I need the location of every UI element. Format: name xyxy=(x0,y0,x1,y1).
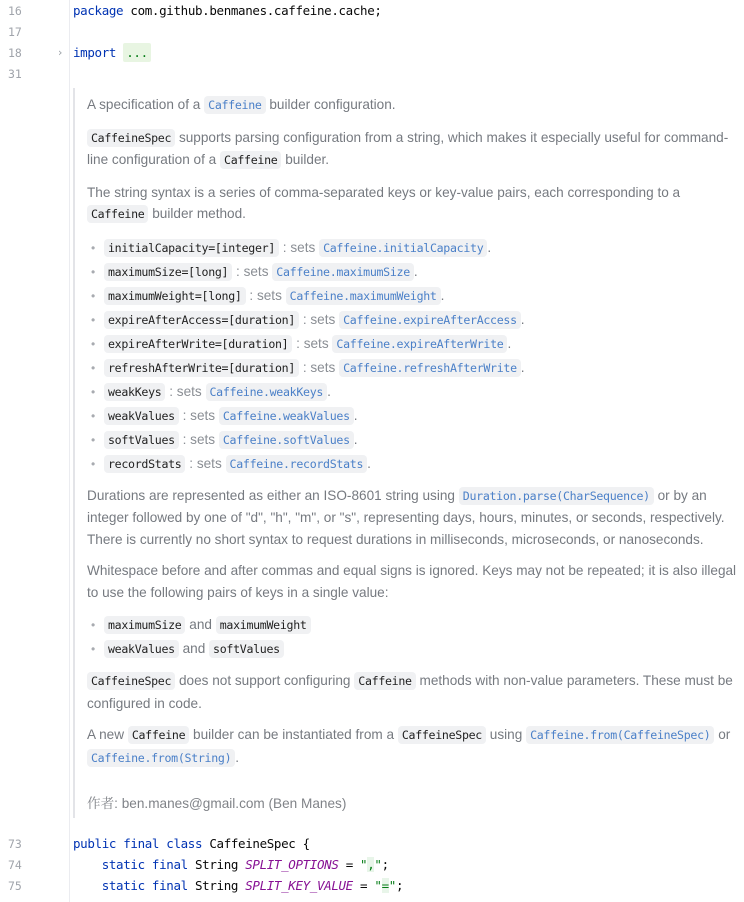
javadoc-rendered-block xyxy=(73,88,744,818)
code-token: " xyxy=(360,857,368,872)
doc-paragraph-whitespace: Whitespace before and after commas and equal signs is ignored. Keys may not be repeated; it is also illegal to use the following pairs of keys in a single value: xyxy=(87,563,737,600)
code-token: SPLIT_OPTIONS xyxy=(245,857,339,872)
doc-key-item: • expireAfterWrite=[duration] : sets Caffeine.expireAfterWrite . xyxy=(87,332,744,356)
sets-label: : sets xyxy=(292,335,333,351)
folded-imports[interactable]: ... xyxy=(123,43,151,62)
key-code: softValues xyxy=(104,431,179,449)
gutter-separator xyxy=(69,0,70,902)
doc-key-item: • weakKeys : sets Caffeine.weakKeys . xyxy=(87,380,744,404)
doc-paragraph-limitations: CaffeineSpec does not support configuring Caffeine methods with non-value parameters. These must be configured in code. xyxy=(87,673,733,711)
doc-key-item: • maximumSize=[long] : sets Caffeine.maximumSize . xyxy=(87,260,744,284)
doc-link[interactable]: Duration.parse(CharSequence) xyxy=(459,487,654,505)
doc-paragraph-syntax: The string syntax is a series of comma-separated keys or key-value pairs, each corresponding to a Caffeine builder method. xyxy=(87,184,681,221)
code-text[interactable] xyxy=(73,857,389,872)
illegal-pair-item xyxy=(87,637,744,661)
doc-paragraph-parsing: CaffeineSpec supports parsing configuration from a string, which makes it especially useful for command-line configuration of a Caffeine builder. xyxy=(87,129,729,167)
code-token: , xyxy=(367,857,375,872)
doc-paragraph-durations: Durations are represented as either an ISO-8601 string using Duration.parse(CharSequence) or by an integer followed by one of "d", "h", "m", or "s", representing days, hours, minutes, or seconds, respectively. There is currently no short syntax to request durations in milliseconds, microseconds, or nanoseconds. xyxy=(87,487,725,547)
key-code: refreshAfterWrite=[duration] xyxy=(104,359,299,377)
code-text[interactable] xyxy=(73,3,382,18)
line-number: 73 xyxy=(8,836,22,851)
code-token: String xyxy=(187,857,246,872)
sets-label: : sets xyxy=(279,239,320,255)
javadoc-content xyxy=(87,94,744,815)
doc-link[interactable]: Caffeine xyxy=(204,96,265,114)
code-token: static final xyxy=(73,857,188,872)
doc-link[interactable]: Caffeine.maximumSize xyxy=(272,263,414,281)
doc-link[interactable]: Caffeine.softValues xyxy=(219,431,354,449)
line-number: 74 xyxy=(8,857,22,872)
doc-link[interactable]: Caffeine.recordStats xyxy=(226,455,368,473)
sets-label: : sets xyxy=(245,287,286,303)
doc-key-item: • initialCapacity=[integer] : sets Caffeine.initialCapacity . xyxy=(87,236,744,260)
doc-illegal-pairs-list xyxy=(87,613,744,661)
code-token: = xyxy=(381,878,389,893)
doc-author xyxy=(87,793,744,815)
doc-link[interactable]: Caffeine.weakValues xyxy=(219,407,354,425)
line-number: 75 xyxy=(8,878,22,893)
doc-link[interactable]: Caffeine.from(String) xyxy=(87,749,235,767)
inline-code: Caffeine xyxy=(87,205,148,223)
key-code: maximumWeight xyxy=(216,616,311,634)
fold-chevron-icon[interactable]: › xyxy=(58,46,63,59)
code-token: import xyxy=(73,45,117,60)
key-code: maximumWeight=[long] xyxy=(104,287,246,305)
key-code: weakValues xyxy=(104,640,179,658)
line-number: 16 xyxy=(8,3,22,18)
doc-key-item: • expireAfterAccess=[duration] : sets Caffeine.expireAfterAccess . xyxy=(87,308,744,332)
doc-link[interactable]: Caffeine.maximumWeight xyxy=(286,287,441,305)
key-code: expireAfterAccess=[duration] xyxy=(104,311,299,329)
line-number: 31 xyxy=(8,66,22,81)
inline-code: Caffeine xyxy=(128,726,189,744)
line-number: 17 xyxy=(8,24,22,39)
sets-label: : sets xyxy=(299,311,340,327)
and-label: and xyxy=(185,617,216,632)
code-token: " xyxy=(374,857,382,872)
inline-code: CaffeineSpec xyxy=(87,129,175,147)
inline-code: Caffeine xyxy=(220,151,281,169)
doc-key-item: • weakValues : sets Caffeine.weakValues . xyxy=(87,404,744,428)
doc-key-item: • refreshAfterWrite=[duration] : sets Caffeine.refreshAfterWrite . xyxy=(87,356,744,380)
code-line xyxy=(0,833,744,854)
code-line xyxy=(0,42,744,63)
key-code: initialCapacity=[integer] xyxy=(104,239,279,257)
doc-link[interactable]: Caffeine.expireAfterWrite xyxy=(332,335,507,353)
code-token: ; xyxy=(381,857,389,872)
inline-code: CaffeineSpec xyxy=(398,726,486,744)
sets-label: : sets xyxy=(165,383,206,399)
code-token: = xyxy=(352,878,375,893)
inline-code: CaffeineSpec xyxy=(87,672,175,690)
code-token: SPLIT_KEY_VALUE xyxy=(245,878,353,893)
key-code: recordStats xyxy=(104,455,185,473)
doc-key-item: • maximumWeight=[long] : sets Caffeine.maximumWeight . xyxy=(87,284,744,308)
code-line xyxy=(0,875,744,896)
line-number: 18 xyxy=(8,45,22,60)
doc-link[interactable]: Caffeine.from(CaffeineSpec) xyxy=(526,726,714,744)
code-token: String xyxy=(187,878,246,893)
code-line xyxy=(0,854,744,875)
doc-link[interactable]: Caffeine.expireAfterAccess xyxy=(339,311,521,329)
key-code: expireAfterWrite=[duration] xyxy=(104,335,292,353)
code-line xyxy=(0,21,744,42)
doc-paragraph-instantiation: A new Caffeine builder can be instantiated from a CaffeineSpec using Caffeine.from(CaffeineSpec) or Caffeine.from(String) . xyxy=(87,727,731,765)
doc-key-item: • recordStats : sets Caffeine.recordStats . xyxy=(87,452,744,476)
code-line xyxy=(0,63,744,84)
sets-label: : sets xyxy=(178,407,219,423)
key-code: softValues xyxy=(209,640,284,658)
key-code: weakValues xyxy=(104,407,179,425)
code-token: package xyxy=(73,3,124,18)
key-code: maximumSize xyxy=(104,616,185,634)
code-token: = xyxy=(338,857,361,872)
sets-label: : sets xyxy=(299,359,340,375)
sets-label: : sets xyxy=(185,455,226,471)
code-text[interactable] xyxy=(73,878,403,893)
code-text[interactable] xyxy=(73,836,310,851)
key-code: weakKeys xyxy=(104,383,165,401)
sets-label: : sets xyxy=(178,431,219,447)
code-token: static final xyxy=(73,878,188,893)
doc-keys-list xyxy=(87,236,744,476)
author-label: 作者: xyxy=(87,796,122,811)
code-token: public final class xyxy=(73,836,203,851)
key-code: maximumSize=[long] xyxy=(104,263,232,281)
inline-code: Caffeine xyxy=(354,672,415,690)
doc-link[interactable]: Caffeine.initialCapacity xyxy=(319,239,487,257)
code-token: com.github.benmanes.caffeine.cache; xyxy=(123,3,382,18)
sets-label: : sets xyxy=(232,263,273,279)
code-line xyxy=(0,0,744,21)
author-value: ben.manes@gmail.com (Ben Manes) xyxy=(121,796,347,811)
and-label: and xyxy=(178,641,210,656)
doc-key-item: • softValues : sets Caffeine.softValues . xyxy=(87,428,744,452)
doc-paragraph-summary: A specification of a Caffeine builder configuration. xyxy=(87,97,396,112)
illegal-pair-item xyxy=(87,613,744,637)
code-text[interactable] xyxy=(73,45,151,60)
code-token: ; xyxy=(395,878,404,893)
doc-link[interactable]: Caffeine.refreshAfterWrite xyxy=(339,359,521,377)
code-token: CaffeineSpec { xyxy=(202,836,310,851)
code-token: " xyxy=(374,878,382,893)
doc-link[interactable]: Caffeine.weakKeys xyxy=(206,383,328,401)
code-token: " xyxy=(388,878,396,893)
